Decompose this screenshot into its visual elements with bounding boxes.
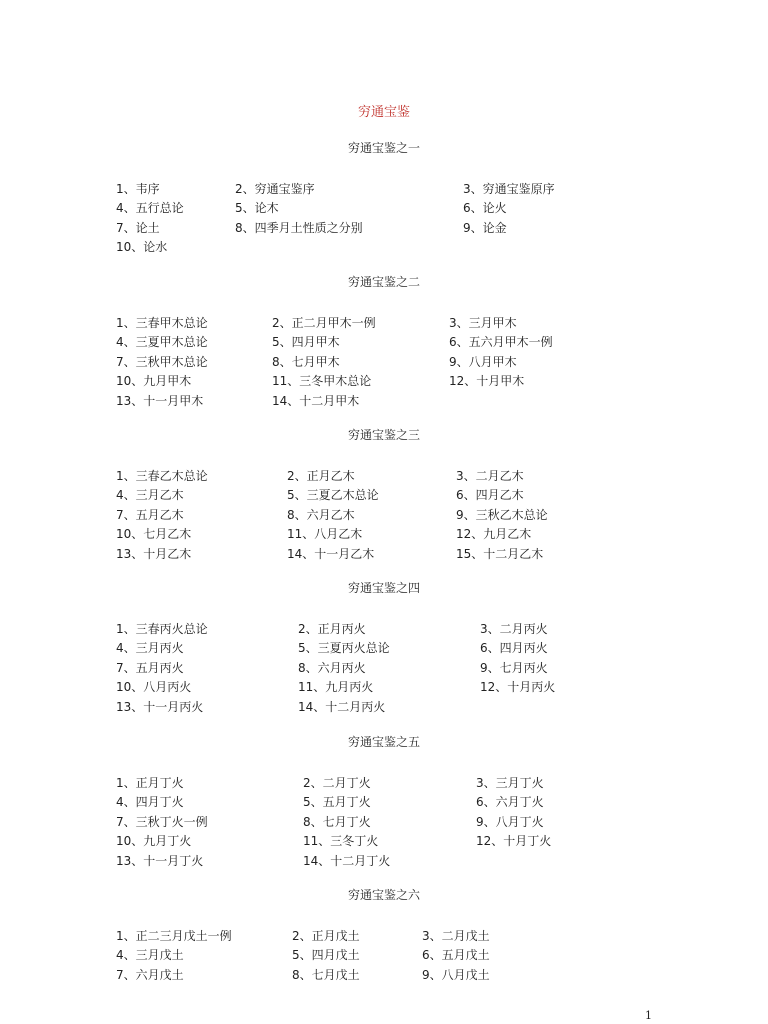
contents-item: 4、三夏甲木总论 (116, 335, 208, 350)
section-heading: 穷通宝鉴之一 (347, 141, 420, 155)
contents-item: 8、六月乙木 (287, 507, 355, 522)
contents-item: 3、三月丁火 (476, 776, 544, 790)
contents-item: 5、四月甲木 (272, 335, 340, 350)
contents-item: 15、十二月乙木 (456, 546, 544, 561)
contents-item: 4、五行总论 (116, 201, 184, 216)
contents-item: 5、五月丁火 (303, 795, 371, 810)
section-items (0, 315, 768, 412)
contents-row (0, 660, 768, 679)
section-items (0, 775, 768, 872)
contents-item: 2、二月丁火 (303, 776, 371, 790)
contents-row (0, 334, 768, 353)
contents-row (0, 468, 768, 487)
section-heading: 穷通宝鉴之六 (347, 888, 420, 902)
contents-item: 1、三春丙火总论 (116, 622, 208, 636)
contents-item: 3、二月乙木 (456, 469, 524, 483)
contents-item: 6、四月丙火 (480, 641, 548, 656)
contents-row (0, 200, 768, 219)
contents-row (0, 354, 768, 373)
contents-item: 10、论水 (116, 240, 168, 255)
contents-section (0, 734, 768, 872)
contents-item: 10、九月丁火 (116, 834, 192, 849)
contents-item: 12、十月甲木 (449, 374, 525, 389)
contents-row (0, 373, 768, 392)
contents-item: 13、十一月甲木 (116, 393, 204, 408)
contents-row (0, 621, 768, 640)
contents-item: 4、三月戊土 (116, 948, 184, 963)
contents-item: 3、二月丙火 (480, 622, 548, 636)
contents-item: 3、三月甲木 (449, 316, 517, 330)
contents-item: 13、十月乙木 (116, 546, 192, 561)
contents-item: 1、三春乙木总论 (116, 469, 208, 483)
contents-row (0, 967, 768, 986)
contents-item: 9、论金 (463, 220, 507, 235)
contents-row (0, 794, 768, 813)
contents-item: 9、八月甲木 (449, 354, 517, 369)
contents-item: 14、十二月甲木 (272, 393, 360, 408)
contents-row (0, 814, 768, 833)
contents-item: 9、三秋乙木总论 (456, 507, 548, 522)
section-items (0, 468, 768, 565)
contents-item: 5、三夏丙火总论 (298, 641, 390, 656)
page-number: 1 (645, 1009, 652, 1022)
contents-item: 11、三冬丁火 (303, 834, 379, 849)
contents-item: 6、论火 (463, 201, 507, 216)
contents-row (0, 507, 768, 526)
section-heading: 穷通宝鉴之三 (347, 428, 420, 442)
contents-row (0, 239, 768, 258)
section-heading: 穷通宝鉴之二 (347, 275, 420, 289)
contents-row (0, 679, 768, 698)
contents-row (0, 775, 768, 794)
contents-item: 7、六月戊土 (116, 967, 184, 982)
contents-section (0, 274, 768, 412)
contents-item: 7、五月乙木 (116, 507, 184, 522)
contents-item: 5、四月戊土 (292, 948, 360, 963)
contents-row (0, 526, 768, 545)
section-items (0, 181, 768, 259)
contents-item: 6、五月戊土 (422, 948, 490, 963)
contents-section (0, 427, 768, 565)
contents-item: 6、六月丁火 (476, 795, 544, 810)
contents-item: 5、论木 (235, 201, 279, 216)
section-items (0, 621, 768, 718)
contents-item: 7、论土 (116, 220, 160, 235)
contents-item: 1、正二三月戊土一例 (116, 929, 232, 943)
contents-section (0, 887, 768, 986)
contents-item: 1、三春甲木总论 (116, 316, 208, 330)
contents-item: 12、十月丙火 (480, 680, 556, 695)
contents-item: 8、四季月土性质之分别 (235, 220, 363, 235)
contents-item: 11、三冬甲木总论 (272, 374, 372, 389)
contents-item: 9、八月丁火 (476, 814, 544, 829)
contents-item: 2、穷通宝鉴序 (235, 182, 315, 196)
contents-row (0, 947, 768, 966)
contents-item: 6、四月乙木 (456, 488, 524, 503)
contents-item: 12、九月乙木 (456, 527, 532, 542)
contents-item: 2、正月丙火 (298, 622, 366, 636)
contents-row (0, 853, 768, 872)
contents-item: 14、十一月乙木 (287, 546, 375, 561)
contents-item: 3、二月戊土 (422, 929, 490, 943)
contents-item: 8、七月甲木 (272, 354, 340, 369)
contents-row (0, 833, 768, 852)
contents-item: 4、三月丙火 (116, 641, 184, 656)
contents-item: 2、正二月甲木一例 (272, 316, 376, 330)
contents-item: 9、八月戊土 (422, 967, 490, 982)
contents-row (0, 487, 768, 506)
contents-row (0, 315, 768, 334)
contents-item: 7、三秋甲木总论 (116, 354, 208, 369)
contents-item: 8、七月戊土 (292, 967, 360, 982)
contents-item: 12、十月丁火 (476, 834, 552, 849)
contents-row (0, 699, 768, 718)
section-heading: 穷通宝鉴之五 (347, 735, 420, 749)
contents-section (0, 580, 768, 718)
contents-item: 8、六月丙火 (298, 660, 366, 675)
contents-row (0, 640, 768, 659)
section-items (0, 928, 768, 986)
contents-item: 6、五六月甲木一例 (449, 335, 553, 350)
contents-item: 7、三秋丁火一例 (116, 814, 208, 829)
contents-item: 14、十二月丁火 (303, 853, 391, 868)
contents-item: 3、穷通宝鉴原序 (463, 182, 555, 196)
contents-item: 10、七月乙木 (116, 527, 192, 542)
contents-item: 5、三夏乙木总论 (287, 488, 379, 503)
contents-section (0, 140, 768, 259)
contents-item: 2、正月乙木 (287, 469, 355, 483)
contents-item: 10、九月甲木 (116, 374, 192, 389)
contents-item: 13、十一月丁火 (116, 853, 204, 868)
contents-item: 10、八月丙火 (116, 680, 192, 695)
contents-item: 11、九月丙火 (298, 680, 374, 695)
contents-row (0, 181, 768, 200)
contents-item: 8、七月丁火 (303, 814, 371, 829)
contents-item: 1、正月丁火 (116, 776, 184, 790)
contents-item: 14、十二月丙火 (298, 699, 386, 714)
section-heading: 穷通宝鉴之四 (347, 581, 420, 595)
contents-row (0, 928, 768, 947)
contents-item: 4、四月丁火 (116, 795, 184, 810)
contents-row (0, 546, 768, 565)
contents-row (0, 220, 768, 239)
contents-item: 1、韦序 (116, 182, 160, 196)
contents-item: 9、七月丙火 (480, 660, 548, 675)
contents-item: 4、三月乙木 (116, 488, 184, 503)
contents-item: 7、五月丙火 (116, 660, 184, 675)
contents-item: 13、十一月丙火 (116, 699, 204, 714)
contents-row (0, 393, 768, 412)
contents-item: 2、正月戊土 (292, 929, 360, 943)
document-title: 穷通宝鉴 (357, 105, 410, 120)
contents-item: 11、八月乙木 (287, 527, 363, 542)
